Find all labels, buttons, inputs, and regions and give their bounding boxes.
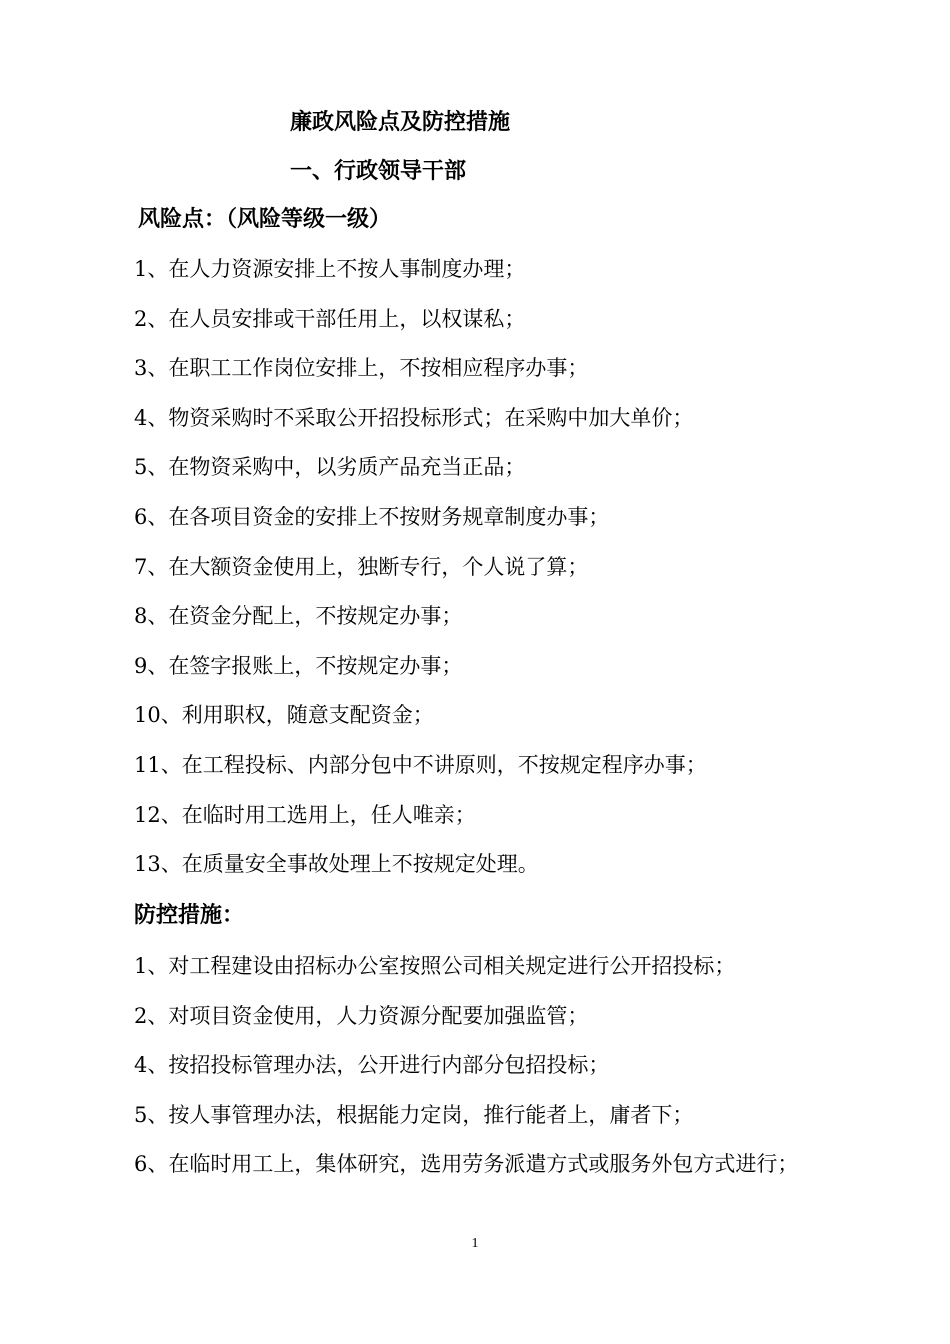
page-number: 1 xyxy=(471,1236,479,1251)
control-measures-list xyxy=(134,948,798,1196)
measure-item: 1、对工程建设由招标办公室按照公司相关规定进行公开招投标； xyxy=(134,954,736,978)
control-measures-heading: 防控措施： xyxy=(134,902,245,928)
risk-item: 6、在各项目资金的安排上不按财务规章制度办事； xyxy=(134,504,610,529)
risk-points-heading: 风险点：（风险等级一级） xyxy=(138,206,392,232)
risk-item: 8、在资金分配上，不按规定办事； xyxy=(134,604,463,629)
risk-item: 7、在大额资金使用上，独断专行，个人说了算； xyxy=(134,554,589,579)
measure-item: 5、按人事管理办法，根据能力定岗，推行能者上，庸者下； xyxy=(134,1102,694,1127)
risk-item: 11、在工程投标、内部分包中不讲原则，不按规定程序办事； xyxy=(134,752,707,777)
section-title: 一、行政领导干部 xyxy=(290,158,467,184)
risk-item: 10、利用职权，随意支配资金； xyxy=(134,703,434,728)
risk-item: 1、在人力资源安排上不按人事制度办理； xyxy=(134,257,526,281)
measure-item: 4、按招投标管理办法，公开进行内部分包招投标； xyxy=(134,1053,610,1078)
risk-item: 4、物资采购时不采取公开招投标形式；在采购中加大单价； xyxy=(134,405,694,430)
measure-item: 6、在临时用工上，集体研究，选用劳务派遣方式或服务外包方式进行； xyxy=(134,1152,799,1177)
risk-points-list xyxy=(134,251,707,896)
risk-item: 3、在职工工作岗位安排上，不按相应程序办事； xyxy=(134,356,589,381)
risk-item: 9、在签字报账上，不按规定办事； xyxy=(134,653,463,678)
risk-item: 12、在临时用工选用上，任人唯亲； xyxy=(134,802,476,827)
risk-item: 13、在质量安全事故处理上不按规定处理。 xyxy=(134,852,539,877)
document-title: 廉政风险点及防控措施 xyxy=(290,109,511,135)
risk-item: 5、在物资采购中，以劣质产品充当正品； xyxy=(134,455,526,480)
measure-item: 2、对项目资金使用，人力资源分配要加强监管； xyxy=(134,1003,589,1028)
risk-item: 2、在人员安排或干部任用上，以权谋私； xyxy=(134,306,526,331)
